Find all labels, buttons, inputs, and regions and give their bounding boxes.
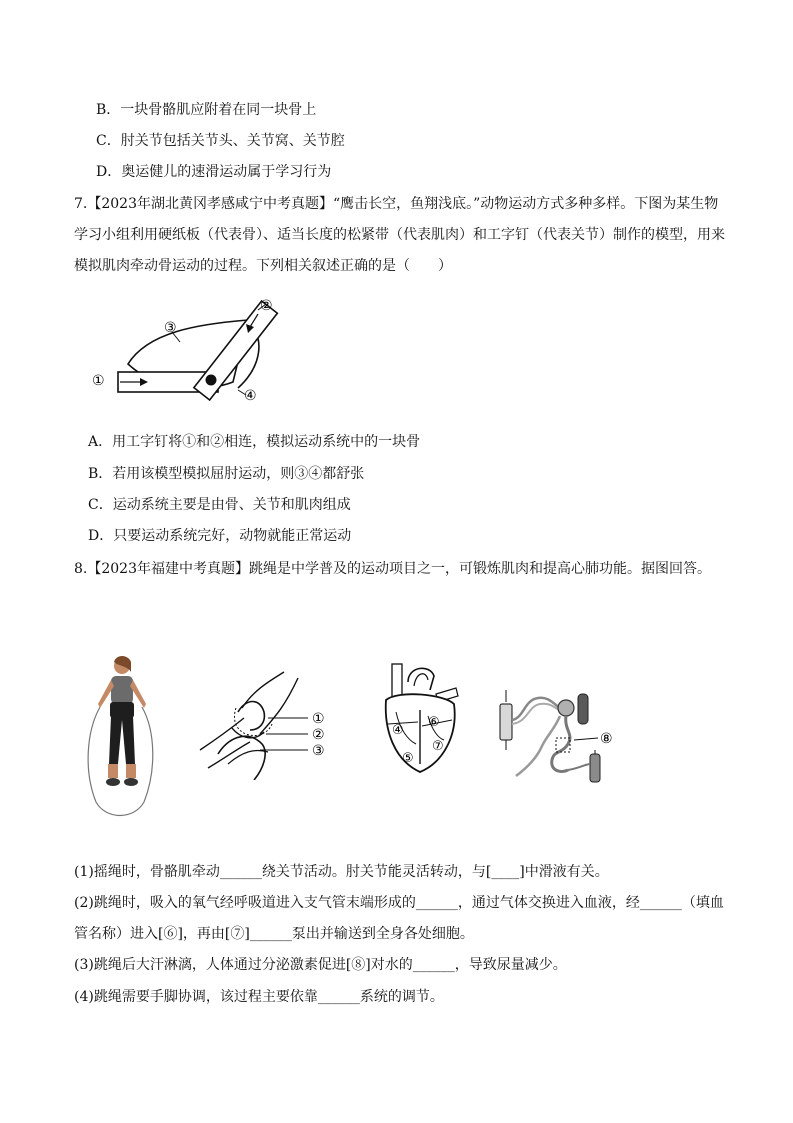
q7-option-c: C．运动系统主要是由骨、关节和肌肉组成 — [88, 497, 351, 513]
q6-option-c: C．肘关节包括关节头、关节窝、关节腔 — [96, 133, 345, 149]
q8-question-1: (1)摇绳时，骨骼肌牵动______绕关节活动。肘关节能灵活转动，与[____]中滑液有关。 — [74, 864, 609, 880]
heart-label-5: ⑤ — [402, 751, 414, 766]
q8-question-4: (4)跳绳需要手脚协调，该过程主要依靠______系统的调节。 — [74, 989, 444, 1005]
heart-label-7: ⑦ — [432, 739, 444, 754]
q6-option-d: D．奥运健儿的速滑运动属于学习行为 — [96, 164, 332, 180]
pin-joint — [206, 375, 217, 386]
q6-option-b: B．一块骨骼肌应附着在同一块骨上 — [96, 102, 317, 118]
label-4: ④ — [244, 388, 257, 404]
joint-label-2: ② — [312, 727, 325, 743]
q7-stem-line-2: 学习小组利用硬纸板（代表骨）、适当长度的松紧带（代表肌肉）和工字钉（代表关节）制作的模型，用来 — [74, 227, 725, 243]
kidney-label-8: ⑧ — [600, 731, 613, 747]
heart-label-4: ④ — [392, 723, 404, 738]
q7-option-a: A．用工字钉将①和②相连，模拟运动系统中的一块骨 — [88, 434, 421, 450]
joint-label-3: ③ — [312, 743, 325, 759]
label-2: ② — [260, 298, 273, 314]
q8-stem: 8.【2023年福建中考真题】跳绳是中学普及的运动项目之一，可锻炼肌肉和提高心肺功能。据图回答。 — [74, 561, 711, 577]
q7-option-d: D．只要运动系统完好，动物就能正常运动 — [88, 528, 352, 544]
rope-skipping-girl-figure — [78, 652, 168, 822]
q8-question-2-line-1: (2)跳绳时，吸入的氧气经呼吸道进入支气管末端形成的______，通过气体交换进入血液，经______（填血 — [74, 895, 724, 911]
nephron-figure — [494, 690, 624, 790]
q7-stem-line-3: 模拟肌肉牵动骨运动的过程。下列相关叙述正确的是（ ） — [74, 258, 452, 274]
q8-question-3: (3)跳绳后大汗淋漓，人体通过分泌激素促进[⑧]对水的______，导致尿量减少。 — [74, 957, 567, 973]
q7-stem-line-1: 7.【2023年湖北黄冈孝感咸宁中考真题】“鹰击长空，鱼翔浅底。”动物运动方式多种多样。下图为某生物 — [74, 196, 719, 212]
muscle-model-figure — [88, 292, 288, 412]
q8-question-2-line-2: 管名称）进入[⑥]，再由[⑦]______泵出并输送到全身各处细胞。 — [74, 926, 474, 942]
label-1: ① — [92, 373, 105, 389]
label-3: ③ — [164, 320, 177, 336]
heart-figure — [378, 660, 464, 778]
q7-option-b: B．若用该模型模拟屈肘运动，则③④都舒张 — [88, 466, 365, 482]
joint-label-1: ① — [312, 711, 325, 727]
heart-label-6: ⑥ — [428, 715, 440, 730]
elbow-joint-figure — [198, 668, 338, 780]
